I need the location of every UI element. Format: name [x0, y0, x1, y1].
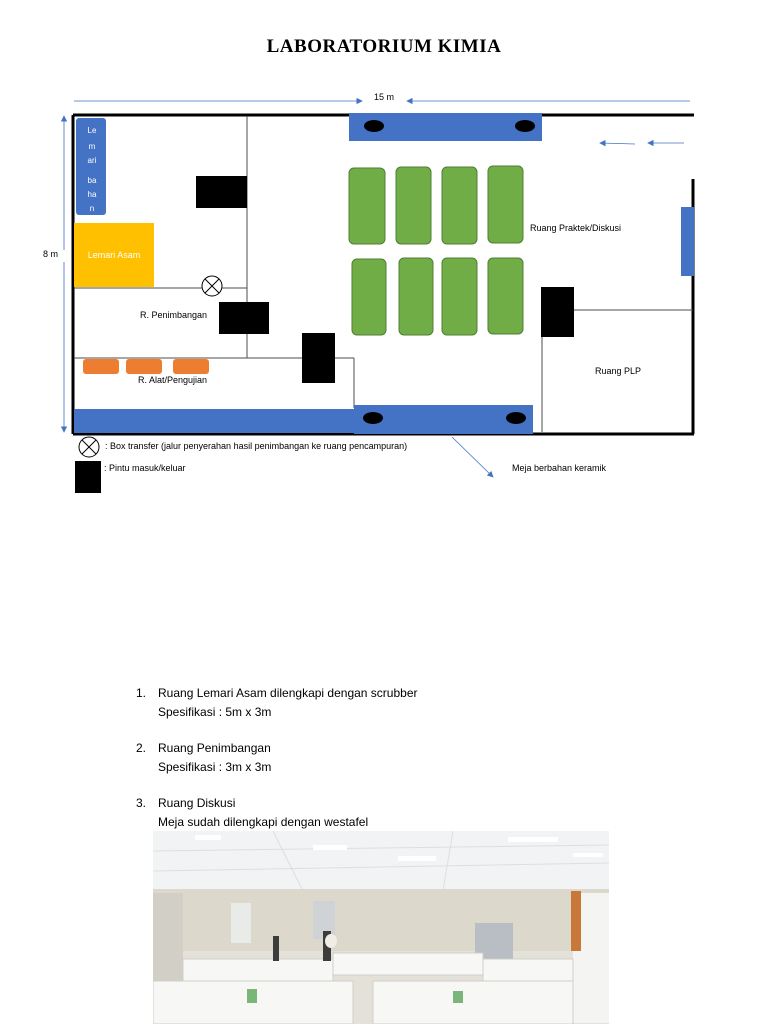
- lab-photo-illustration: [153, 831, 609, 1024]
- list-text: Ruang Lemari Asam dilengkapi dengan scrubber: [158, 686, 418, 700]
- list-text: Ruang Diskusi: [158, 796, 236, 810]
- alat-cabinet: [126, 359, 162, 374]
- list-item: [136, 684, 596, 721]
- page-title: LABORATORIUM KIMIA: [266, 36, 502, 57]
- lab-table: [442, 258, 477, 335]
- room-label-penimbangan: R. Penimbangan: [140, 310, 208, 320]
- legend-meja: Meja berbahan keramik: [512, 463, 607, 473]
- lab-table: [396, 167, 431, 244]
- legend-box-transfer-icon: [79, 437, 99, 457]
- lemari-bahan-label: n: [89, 204, 95, 213]
- list-item: [136, 794, 596, 831]
- side-cabinet: [681, 207, 694, 276]
- room-label-alat: R. Alat/Pengujian: [138, 375, 208, 385]
- lemari-bahan-label: ari: [87, 156, 97, 165]
- door: [302, 333, 335, 383]
- list-text: Ruang Penimbangan: [158, 741, 271, 755]
- meja-pointer-arrow: [452, 437, 493, 477]
- lab-table: [352, 259, 386, 335]
- lemari-bahan-label: ba: [87, 176, 97, 185]
- list-text: Spesifikasi : 3m x 3m: [158, 759, 272, 774]
- door: [219, 302, 269, 334]
- lemari-bahan-label: m: [88, 142, 96, 151]
- list-text: Spesifikasi : 5m x 3m: [158, 704, 272, 719]
- width-dimension: [74, 92, 690, 102]
- list-number: 2.: [136, 741, 147, 755]
- alat-cabinet: [173, 359, 209, 374]
- lab-table: [442, 167, 477, 244]
- box-transfer-icon: [202, 276, 222, 296]
- lab-table: [488, 166, 523, 243]
- list-text: Meja sudah dilengkapi dengan westafel: [158, 814, 369, 829]
- alat-cabinet: [83, 359, 119, 374]
- bench-alat: [74, 409, 354, 433]
- lab-table: [349, 168, 385, 244]
- door: [541, 287, 574, 337]
- spec-list: [136, 684, 596, 849]
- list-number: 1.: [136, 686, 147, 700]
- lab-table: [488, 258, 523, 334]
- legend-pintu: : Pintu masuk/keluar: [104, 463, 186, 473]
- lemari-asam-label: Lemari Asam: [87, 250, 141, 260]
- lab-photo: [153, 831, 609, 1024]
- legend-box-transfer: : Box transfer (jalur penyerahan hasil penimbangan ke ruang pencampuran): [105, 441, 408, 451]
- lemari-bahan-label: ha: [87, 190, 97, 199]
- lab-tables: [349, 166, 523, 335]
- lemari-bahan-label: Le: [87, 126, 97, 135]
- width-label: 15 m: [373, 92, 395, 102]
- entry-arrow: [600, 143, 635, 144]
- list-item: [136, 739, 596, 776]
- room-label-plp: Ruang PLP: [595, 366, 642, 376]
- height-dimension: [43, 116, 64, 432]
- lab-table: [399, 258, 433, 335]
- sink-bench-bottom: [354, 405, 533, 434]
- room-label-praktek: Ruang Praktek/Diskusi: [530, 223, 622, 233]
- legend-door-icon: [75, 461, 101, 493]
- height-label: 8 m: [43, 249, 59, 259]
- list-number: 3.: [136, 796, 147, 810]
- sink-bench-top: [349, 113, 542, 141]
- door: [196, 176, 247, 208]
